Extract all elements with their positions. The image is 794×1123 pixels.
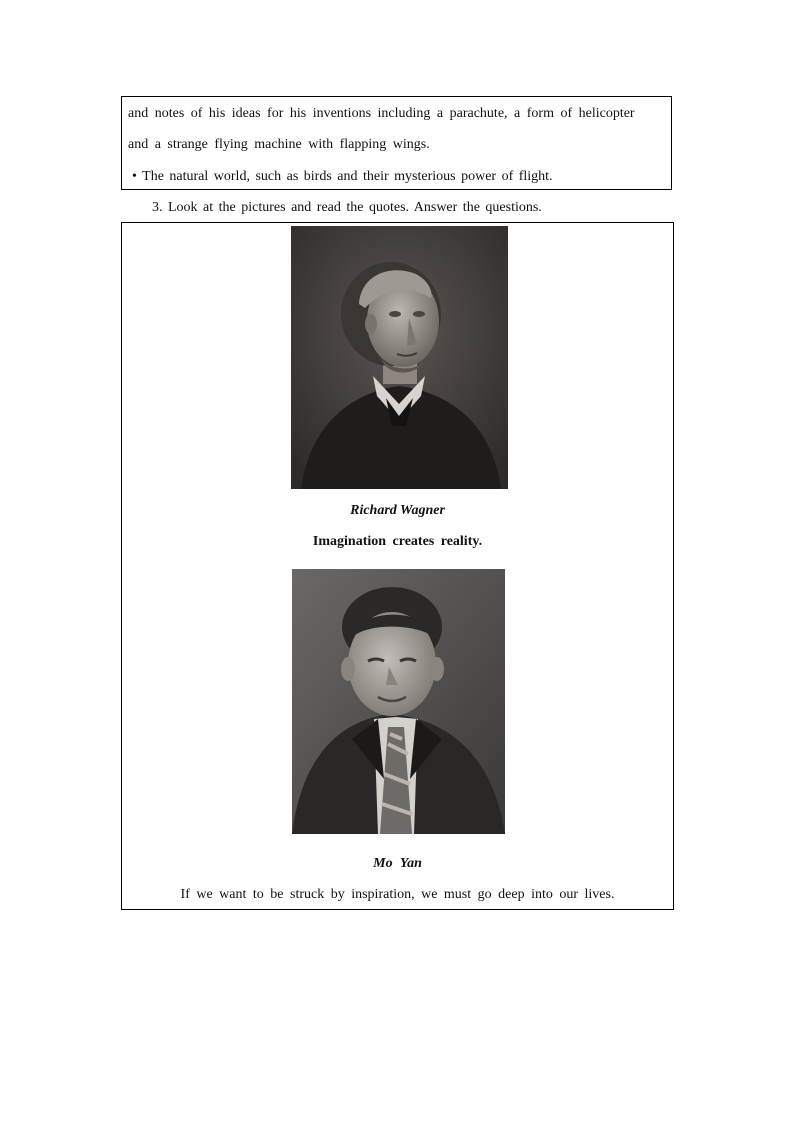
text-line-2: and a strange flying machine with flapping wings. xyxy=(128,137,430,152)
bullet-point: • The natural world, such as birds and their mysterious power of flight. xyxy=(132,169,553,184)
figure-name-mo-yan: Mo Yan xyxy=(373,856,422,871)
pictures-box xyxy=(121,222,674,910)
quote-wagner: Imagination creates reality. xyxy=(312,534,483,549)
wagner-portrait xyxy=(291,226,508,489)
text-box xyxy=(121,96,672,190)
text-line-1: and notes of his ideas for his inventions including a parachute, a form of helicopter xyxy=(128,106,635,121)
quote-mo-yan: If we want to be struck by inspiration, we must go deep into our lives. xyxy=(180,887,615,902)
figure-name-wagner: Richard Wagner xyxy=(350,503,445,518)
mo-yan-portrait xyxy=(292,569,505,834)
instruction-text: 3. Look at the pictures and read the quotes. Answer the questions. xyxy=(152,200,542,215)
